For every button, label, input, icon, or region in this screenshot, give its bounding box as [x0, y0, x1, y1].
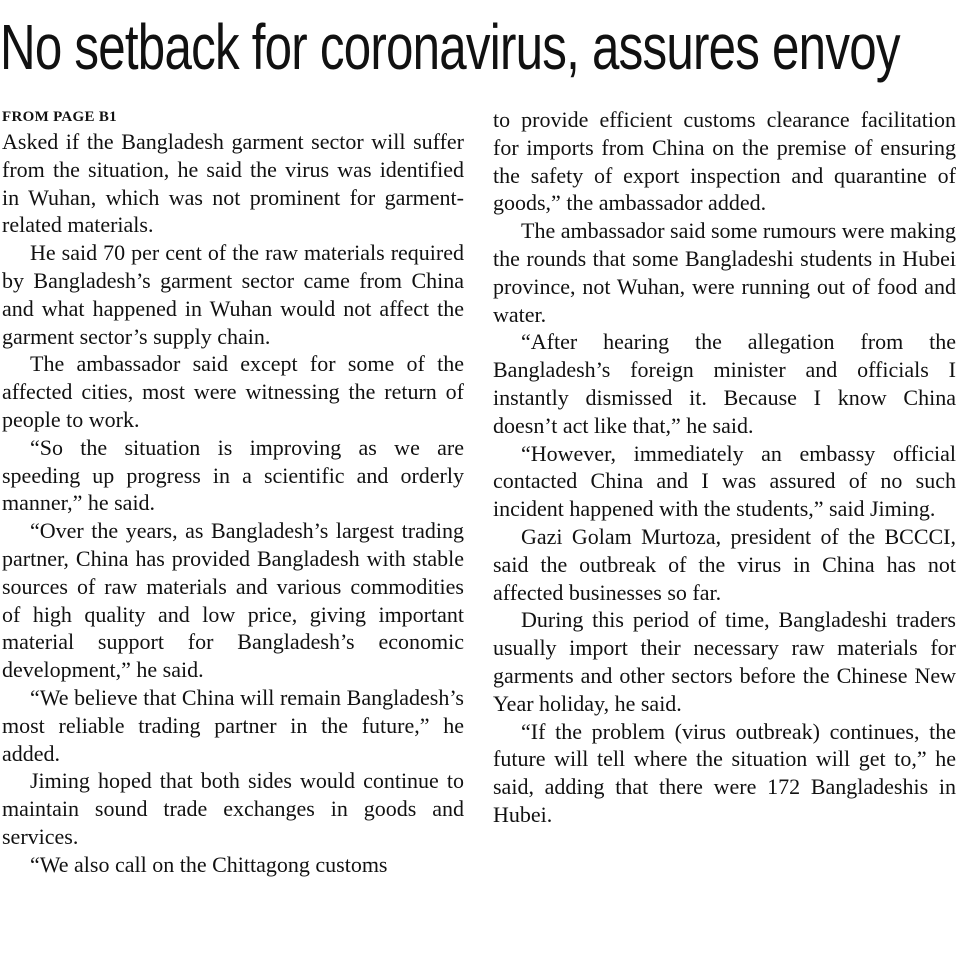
headline: No setback for coronavirus, assures envoy	[0, 11, 900, 83]
paragraph: Gazi Golam Murtoza, president of the BCCCI, said the outbreak of the virus in China has not affected businesses so far.	[493, 523, 956, 605]
article-column-right	[493, 106, 956, 829]
paragraph: During this period of time, Bangladeshi traders usually import their necessary raw materials for garments and other sectors before the Chinese New Year holiday, he said.	[493, 607, 956, 716]
paragraph: “If the problem (virus outbreak) continues, the future will tell where the situation will get to,” he said, adding that there were 172 Bangladeshis in Hubei.	[493, 718, 956, 827]
paragraph: Asked if the Bangladesh garment sector will suffer from the situation, he said the virus was identified in Wuhan, which was not prominent for garment-related materials.	[2, 129, 464, 238]
article-column-left	[2, 106, 464, 879]
paragraph: The ambassador said some rumours were making the rounds that some Bangladeshi students in Hubei province, not Wuhan, were running out of food and water.	[493, 218, 956, 327]
paragraph: Jiming hoped that both sides would continue to maintain sound trade exchanges in goods and services.	[2, 768, 464, 849]
paragraph: The ambassador said except for some of the affected cities, most were witnessing the return of people to work.	[2, 351, 464, 432]
paragraph: “Over the years, as Bangladesh’s largest trading partner, China has provided Bangladesh with stable sources of raw materials and various commodities of high quality and low price, giving important material support for Bangladesh’s economic development,” he said.	[2, 518, 464, 683]
paragraph: “So the situation is improving as we are speeding up progress in a scientific and orderly manner,” he said.	[2, 434, 464, 516]
paragraph: He said 70 per cent of the raw materials required by Bangladesh’s garment sector came from China and what happened in Wuhan would not affect the garment sector’s supply chain.	[2, 240, 464, 349]
paragraph: “After hearing the allegation from the Bangladesh’s foreign minister and officials I instantly dismissed it. Because I know China doesn’t act like that,” he said.	[493, 329, 956, 438]
paragraph: “We believe that China will remain Bangladesh’s most reliable trading partner in the future,” he added.	[2, 684, 464, 766]
continued-from-kicker: FROM PAGE B1	[2, 109, 117, 125]
paragraph: to provide efficient customs clearance facilitation for imports from China on the premise of ensuring the safety of export inspection and quarantine of goods,” the ambassador added.	[493, 107, 956, 216]
paragraph: “We also call on the Chittagong customs	[30, 851, 388, 877]
paragraph: “However, immediately an embassy official contacted China and I was assured of no such incident happened with the students,” said Jiming.	[493, 440, 956, 522]
